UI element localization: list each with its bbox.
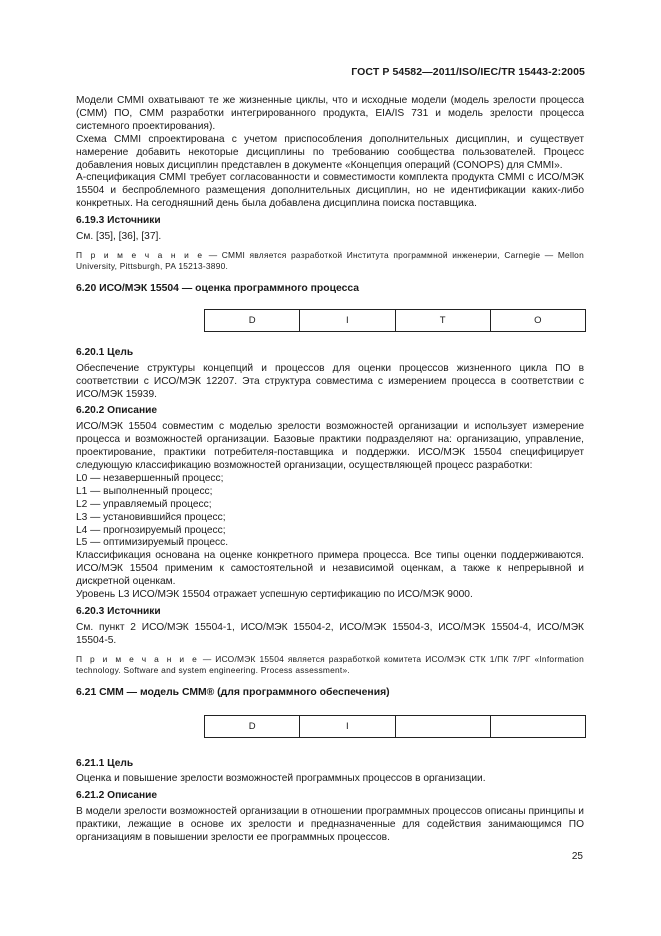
level-l5: L5 — оптимизируемый процесс.	[76, 537, 229, 549]
page-content	[76, 95, 584, 845]
note-iso-15504	[76, 654, 584, 677]
page-number: 25	[571, 851, 583, 862]
dtio-cell-d: D	[205, 310, 300, 331]
level-l0: L0 — незавершенный процесс;	[76, 472, 224, 484]
section-6-20-2-heading: 6.20.2 Описание	[76, 405, 158, 417]
section-6-20-1-text: Обеспечение структуры концепций и процессов для оценки процессов жизненного цикла ПО в соответствии с ИСО/МЭК 12207. Эта структура совместима с измерением процесса в соответствии с ИСО/МЭК 15939.	[76, 362, 584, 400]
dtio-cell-o: O	[534, 314, 542, 326]
level-l4: L4 — прогнозируемый процесс;	[76, 524, 226, 536]
section-6-20-2-text: ИСО/МЭК 15504 совместим с моделью зрелости возможностей организации и использует измерение процесса и возможностей организации. Базовые практики подразделяют на: организацию, управление, проектирование, практики потребителя-поставщика и поддержки. ИСО/МЭК 15504 специфицирует следующую классификацию возможностей организации, осуществляющей процесс разработки:	[76, 421, 584, 472]
dtio-cell-i: I	[300, 310, 395, 331]
section-6-21-2-heading: 6.21.2 Описание	[76, 790, 158, 802]
level-l2: L2 — управляемый процесс;	[76, 498, 212, 510]
dtio-cell-t	[396, 716, 491, 737]
intro-paragraph-2: Схема CMMI спроектирована с учетом приспособления дополнительных дисциплин, и существует намерение добавить некоторые дисциплины по требованию сообщества пользователей. Процесс добавления новых дисциплин представлен в документе «Концепция операций (CONOPS) для CMMI».	[76, 133, 584, 171]
section-6-20-1-heading: 6.20.1 Цель	[76, 346, 134, 358]
intro-paragraph-3: А-спецификация CMMI требует согласованности и совместимости комплекта продукта CMMI с ИСО/МЭК 15504 и беспроблемного размещения дополнительных дисциплин, но не идентификации каких-либо конкретных. На сегодняшний день была добавлена дисциплина поиска поставщика.	[76, 172, 584, 210]
level-l3: L3 — установившийся процесс;	[76, 511, 226, 523]
section-6-20-3-text: См. пункт 2 ИСО/МЭК 15504-1, ИСО/МЭК 15504-2, ИСО/МЭК 15504-3, ИСО/МЭК 15504-4, ИСО/МЭК 15504-5.	[76, 621, 584, 646]
dtio-cell-d: D	[205, 716, 300, 737]
section-6-20-3-heading: 6.20.3 Источники	[76, 606, 161, 617]
level-l1: L1 — выполненный процесс;	[76, 485, 213, 497]
section-6-19-3-text: См. [35], [36], [37].	[76, 231, 162, 243]
dtio-cell-t: T	[396, 310, 491, 331]
section-6-21-1-text: Оценка и повышение зрелости возможностей программных процессов в организации.	[76, 773, 486, 785]
dtio-table-6-20	[204, 309, 586, 332]
capability-levels-list	[76, 473, 584, 550]
dtio-cell-o	[491, 716, 585, 737]
section-6-21-2-text: В модели зрелости возможностей организации в отношении программных процессов описаны принципы и практики, лежащие в основе их зрелости и предназначенные для содействия занимающимся ПО организациям в повышении зрелости ее программных процессов.	[76, 806, 584, 844]
l3-text: Уровень L3 ИСО/МЭК 15504 отражает успешную сертификацию по ИСО/МЭК 9000.	[76, 589, 473, 601]
classification-text: Классификация основана на оценке конкретного примера процесса. Все типы оценки поддерживаются. ИСО/МЭК 15504 применим к самостоятельной и независимой оценкам, а также к непрерывной и дискретной оценкам.	[76, 550, 584, 588]
section-6-21-heading: 6.21 СММ — модель СММ® (для программного обеспечения)	[76, 686, 390, 698]
note-text: — ИСО/МЭК 15504 является разработкой комитета ИСО/МЭК СТК 1/ПК 7/РГ «Information technology. Software and system engineering. Process assessment».	[76, 653, 584, 676]
note-text: — CMMI является разработкой Института программной инженерии, Carnegie — Mellon University, Pittsburgh, PA 15213-3890.	[76, 249, 584, 272]
note-cmmi	[76, 250, 584, 273]
section-6-21-1-heading: 6.21.1 Цель	[76, 757, 134, 769]
dtio-cell-i: I	[300, 716, 395, 737]
section-6-19-3-heading: 6.19.3 Источники	[76, 215, 161, 227]
intro-paragraph-1: Модели CMMI охватывают те же жизненные циклы, что и исходные модели (модель зрелости процесса (CMM) ПО, CMM разработки интегрированного продукта, EIA/IS 731 и модель зрелости процесса системного проектирования).	[76, 95, 584, 132]
note-label: П р и м е ч а н и е	[76, 249, 205, 260]
standard-header: ГОСТ Р 54582—2011/ISO/IEC/TR 15443-2:2005	[351, 66, 585, 78]
note-label: П р и м е ч а н и е	[76, 653, 199, 664]
dtio-table-6-21	[204, 715, 586, 738]
section-6-20-heading: 6.20 ИСО/МЭК 15504 — оценка программного процесса	[76, 282, 360, 294]
